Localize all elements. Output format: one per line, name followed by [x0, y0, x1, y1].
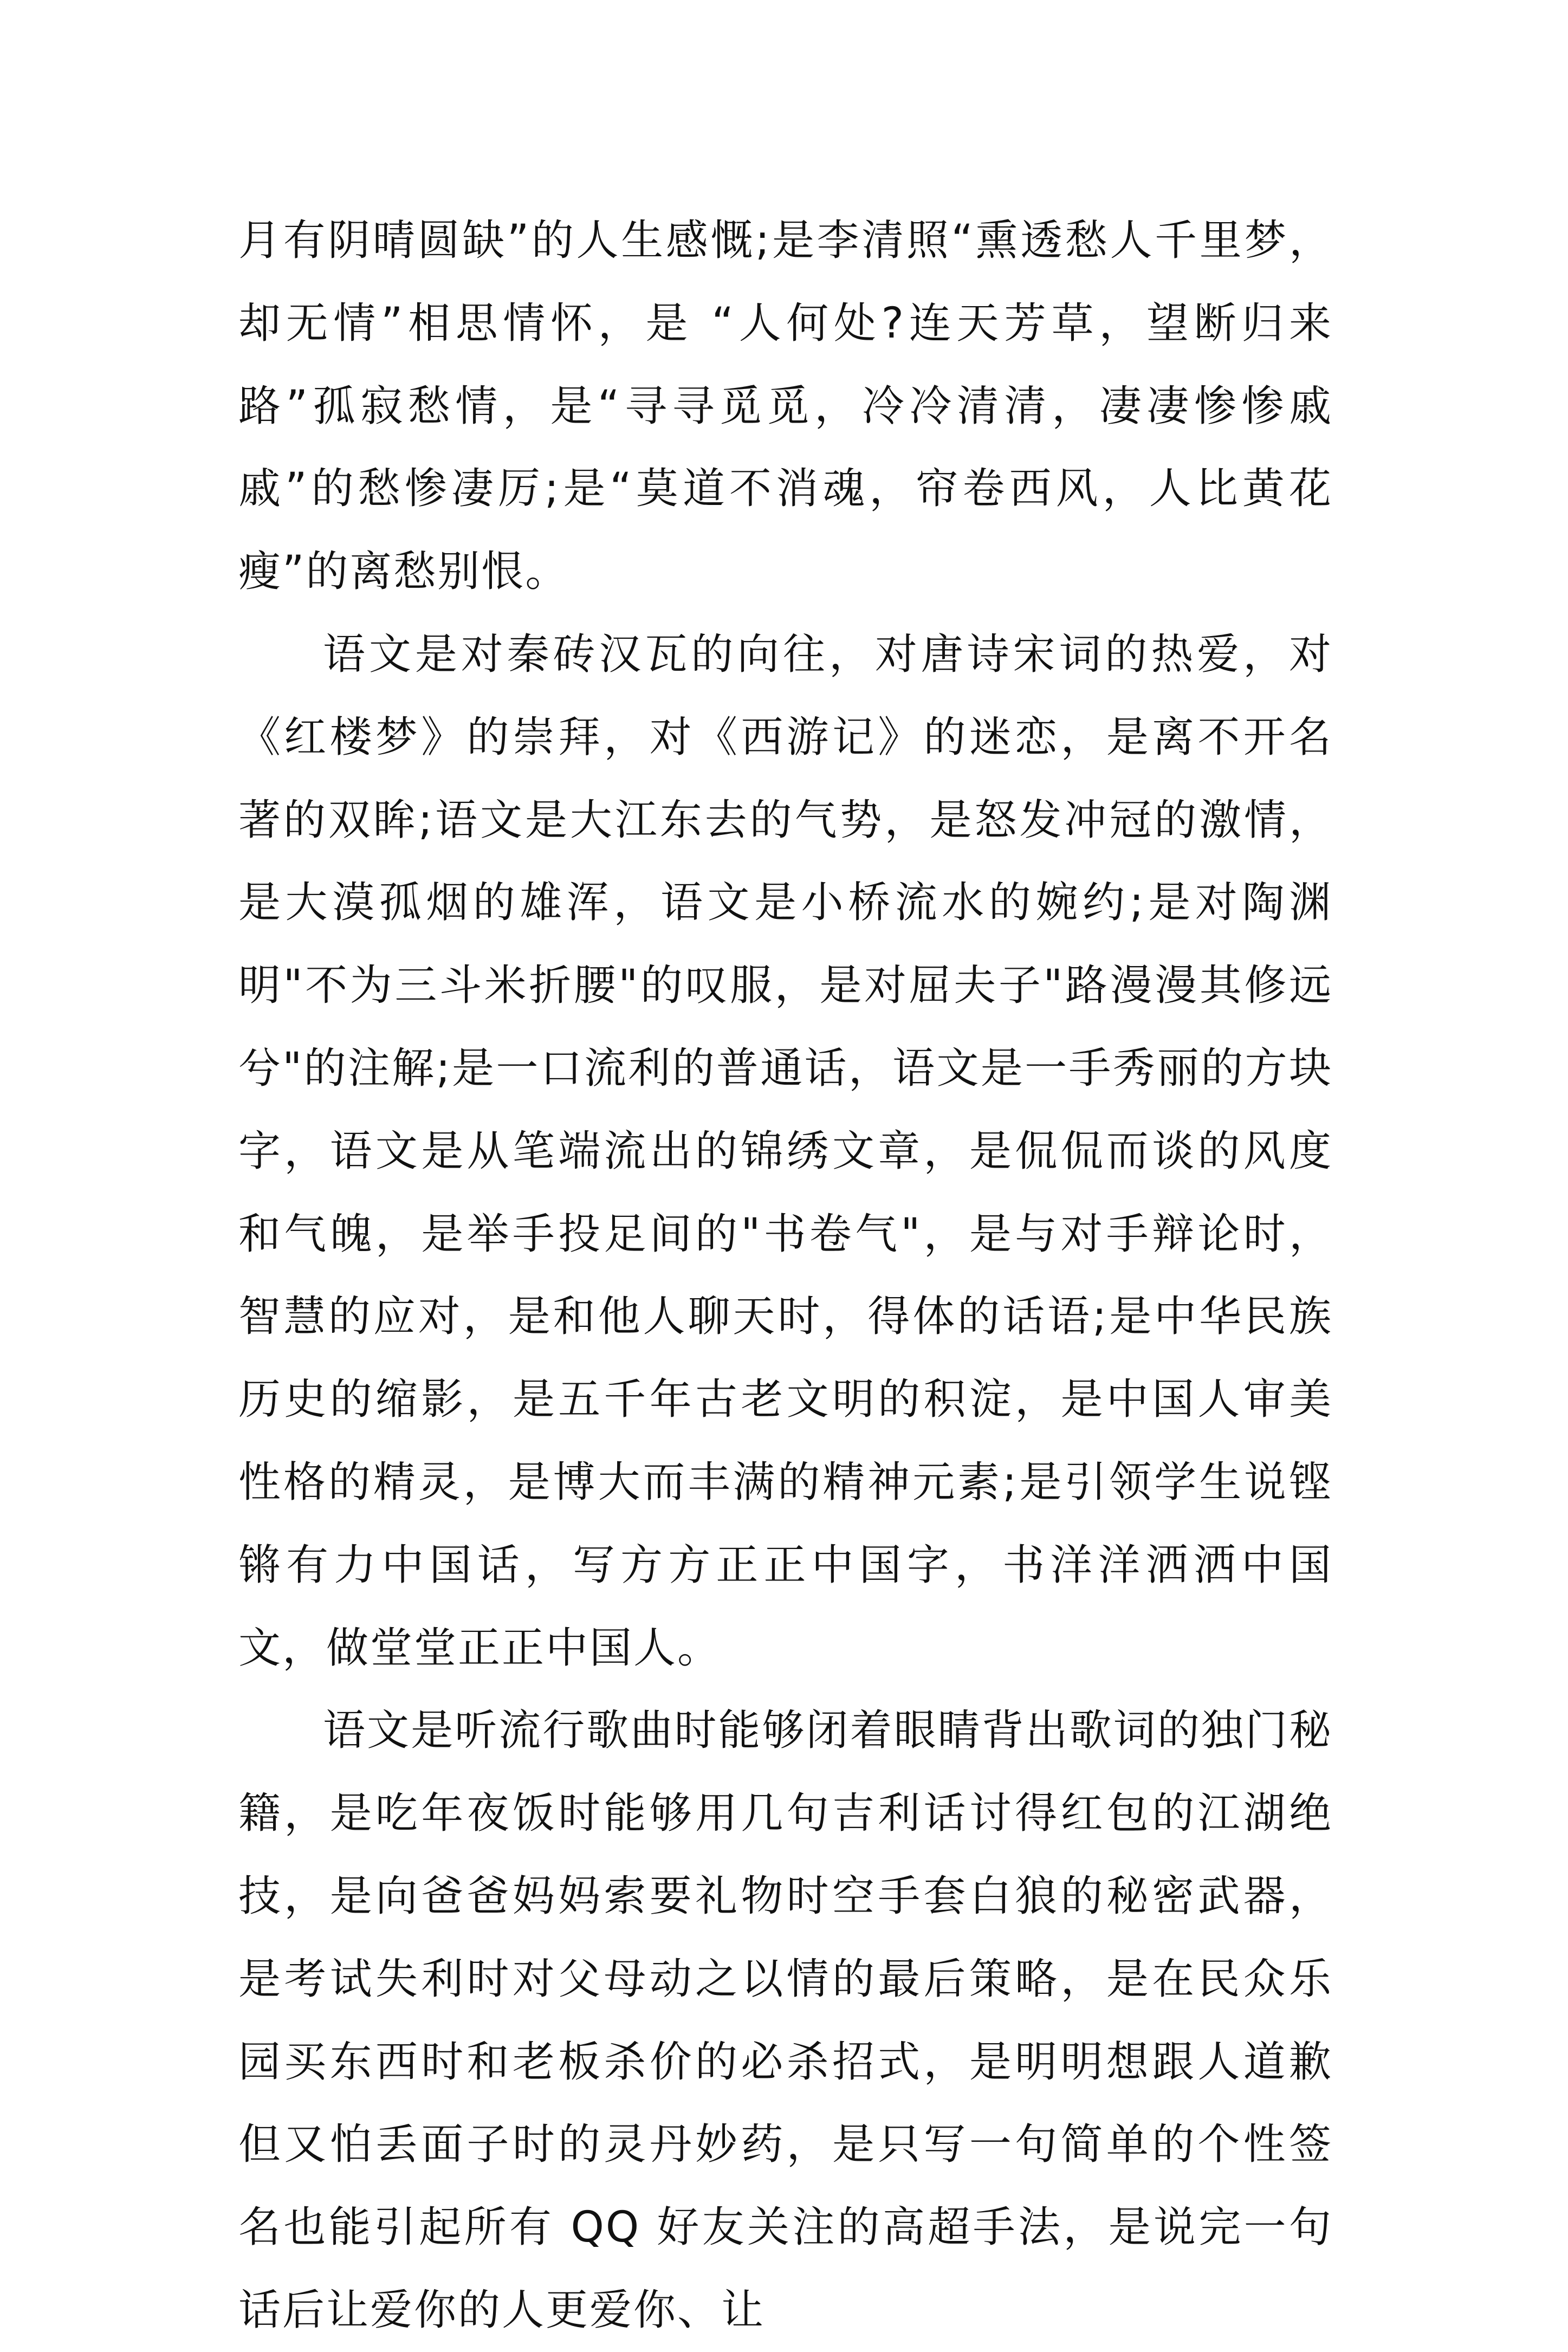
paragraph-3: 语文是听流行歌曲时能够闭着眼睛背出歌词的独门秘籍，是吃年夜饭时能够用几句吉利话讨得红包的江湖绝技，是向爸爸妈妈索要礼物时空手套白狼的秘密武器，是考试失利时对父母动之以情的最后策略，是在民众乐园买东西时和老板杀价的必杀招式，是明明想跟人道歉但又怕丢面子时的灵丹妙药，是只写一句简单的个性签名也能引起所有 QQ 好友关注的高超手法，是说完一句话后让爱你的人更爱你、让	[238, 1706, 1333, 2335]
paragraph-2: 语文是对秦砖汉瓦的向往，对唐诗宋词的热爱，对《红楼梦》的崇拜，对《西游记》的迷恋，是离不开名著的双眸;语文是大江东去的气势，是怒发冲冠的激情，是大漠孤烟的雄浑，语文是小桥流水的婉约;是对陶渊明"不为三斗米折腰"的叹服，是对屈夫子"路漫漫其修远兮"的注解;是一口流利的普通话，语文是一手秀丽的方块字，语文是从笔端流出的锦绣文章，是侃侃而谈的风度和气魄，是举手投足间的"书卷气"，是与对手辩论时，智慧的应对，是和他人聊天时，得体的话语;是中华民族历史的缩影，是五千年古老文明的积淀，是中国人审美性格的精灵，是博大而丰满的精神元素;是引领学生说铿锵有力中国话，写方方正正中国字，书洋洋洒洒中国文，做堂堂正正中国人。	[238, 630, 1333, 1673]
paragraph-1: 月有阴晴圆缺”的人生感慨;是李清照“熏透愁人千里梦，却无情”相思情怀，是 “人何处?连天芳草，望断归来路”孤寂愁情，是“寻寻觅觅，冷冷清清，凄凄惨惨戚戚”的愁惨凄厉;是“莫道不消魂，帘卷西风，人比黄花瘦”的离愁别恨。	[238, 216, 1333, 597]
document-page	[238, 199, 1333, 2352]
